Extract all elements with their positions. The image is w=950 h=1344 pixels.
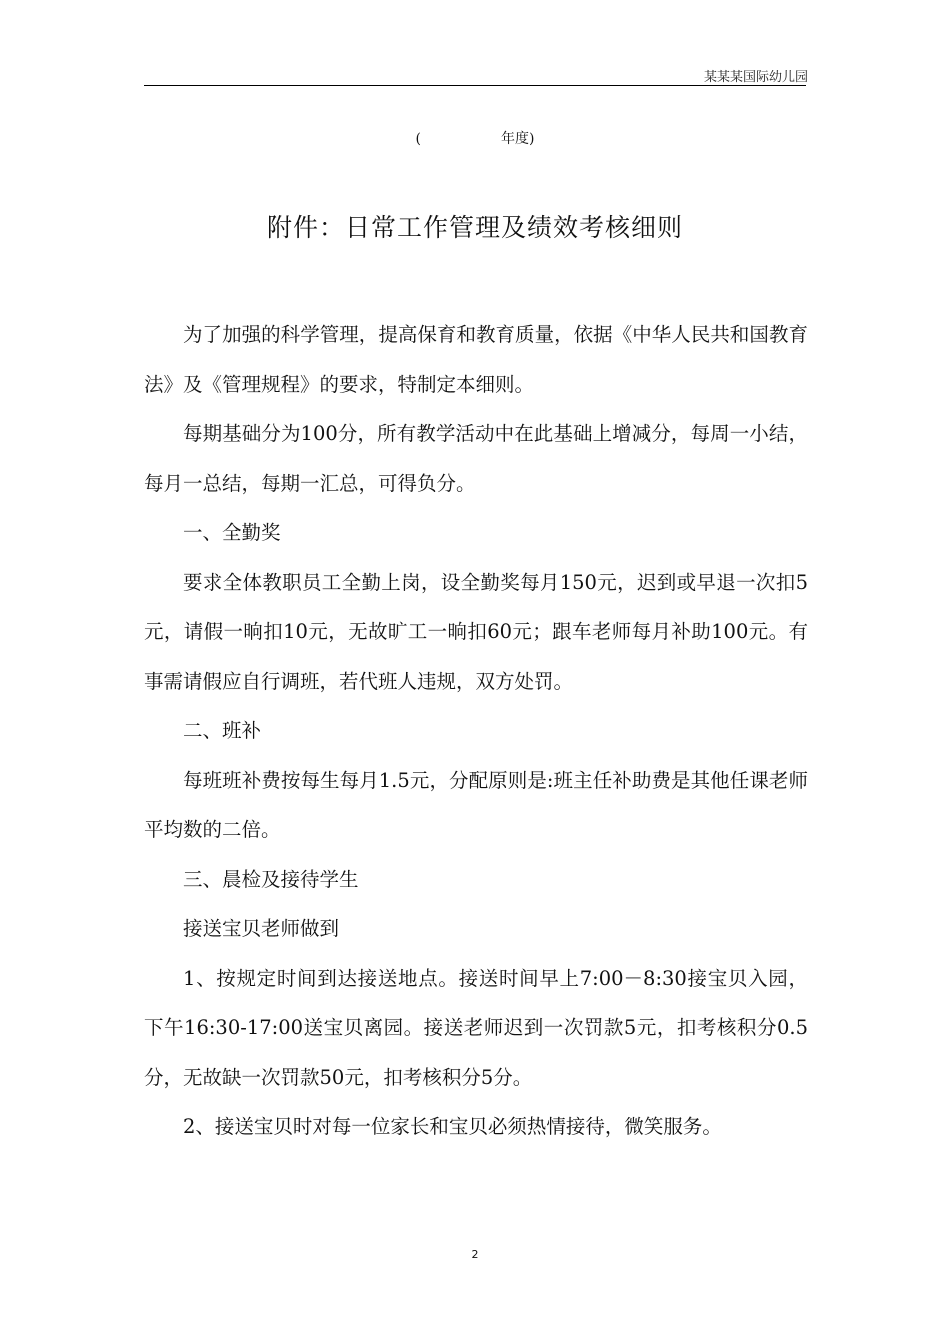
paragraph-base-score: 每期基础分为100分，所有教学活动中在此基础上增减分，每周一小结，每月一总结，每期一汇总，可得负分。 bbox=[144, 422, 808, 495]
document-title: 附件：日常工作管理及绩效考核细则 bbox=[266, 213, 683, 242]
document-body bbox=[144, 310, 808, 1152]
section-heading-attendance: 一、全勤奖 bbox=[183, 521, 281, 544]
year-subtitle: ( 年度) bbox=[415, 131, 535, 147]
list-item-pickup-time: 1、按规定时间到达接送地点。接送时间早上7:00－8:30接宝贝入园，下午16:30-17:00送宝贝离园。接送老师迟到一次罚款5元，扣考核积分0.5分，无故缺一次罚款50元，扣考核积分5分。 bbox=[144, 966, 808, 1089]
paragraph-pickup-intro: 接送宝贝老师做到 bbox=[183, 917, 340, 940]
paragraph-attendance: 要求全体教职员工全勤上岗，设全勤奖每月150元，迟到或早退一次扣5元，请假一晌扣10元，无故旷工一晌扣60元；跟车老师每月补助100元。有事需请假应自行调班，若代班人违规，双方处罚。 bbox=[144, 570, 808, 693]
header-divider bbox=[144, 85, 806, 86]
section-heading-class-subsidy: 二、班补 bbox=[183, 719, 262, 742]
header-org-name: 某某某国际幼儿园 bbox=[703, 70, 808, 85]
section-heading-morning-check: 三、晨检及接待学生 bbox=[183, 867, 359, 891]
list-item-pickup-service: 2、接送宝贝时对每一位家长和宝贝必须热情接待，微笑服务。 bbox=[183, 1115, 722, 1138]
page-number: 2 bbox=[471, 1248, 479, 1261]
paragraph-class-subsidy: 每班班补费按每生每月1.5元，分配原则是:班主任补助费是其他任课老师平均数的二倍。 bbox=[144, 768, 808, 841]
paragraph-intro: 为了加强的科学管理，提高保育和教育质量，依据《中华人民共和国教育法》及《管理规程》的要求，特制定本细则。 bbox=[144, 323, 808, 396]
